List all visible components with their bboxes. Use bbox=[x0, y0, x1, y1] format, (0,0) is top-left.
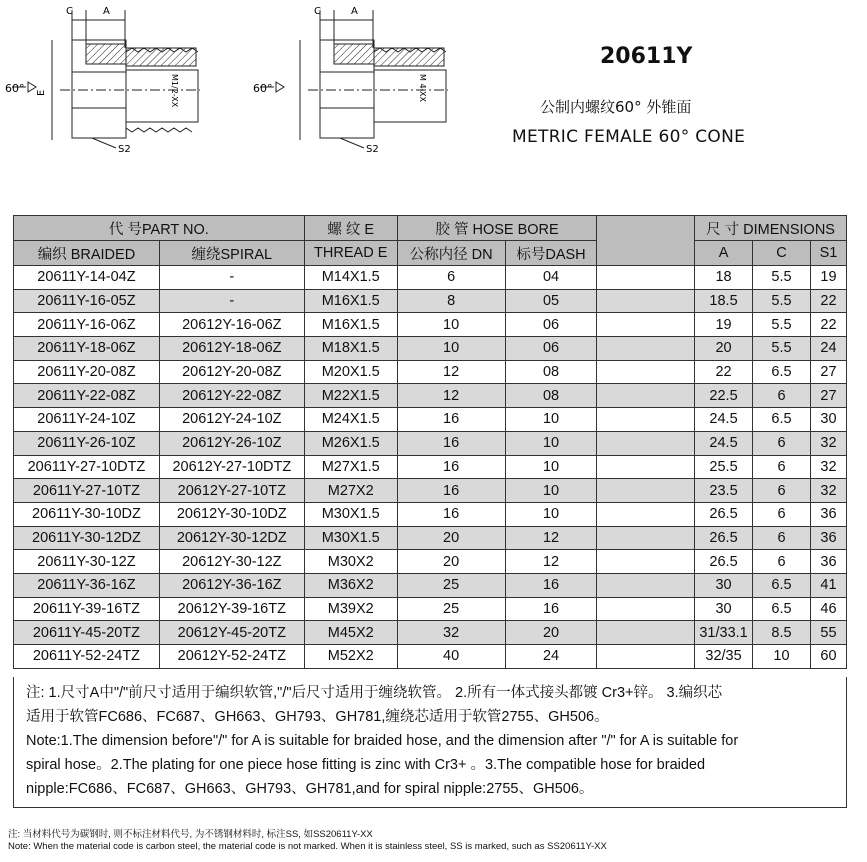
thread-cell: M27X1.5 bbox=[304, 455, 397, 479]
dn-cell: 32 bbox=[397, 621, 505, 645]
blank-cell bbox=[597, 455, 695, 479]
c-cell: 6 bbox=[753, 550, 811, 574]
blank-cell bbox=[597, 550, 695, 574]
c-cell: 6 bbox=[753, 455, 811, 479]
a-cell: 24.5 bbox=[695, 408, 753, 432]
footer-note-en: Note: When the material code is carbon steel, the material code is not marked. When it is stainless steel, SS is marked, such as SS20611Y-XX bbox=[8, 841, 607, 852]
blank-cell bbox=[597, 502, 695, 526]
spiral-cell: 20612Y-39-16TZ bbox=[159, 597, 304, 621]
c-cell: 6 bbox=[753, 502, 811, 526]
s2-label-right: S2 bbox=[366, 144, 379, 155]
a-cell: 18 bbox=[695, 266, 753, 290]
dash-cell: 10 bbox=[505, 455, 597, 479]
dn-cell: 6 bbox=[397, 266, 505, 290]
c-cell: 6 bbox=[753, 479, 811, 503]
c-label: C bbox=[66, 6, 73, 17]
s1-cell: 32 bbox=[810, 479, 846, 503]
dn-cell: 20 bbox=[397, 526, 505, 550]
product-code: 20611Y bbox=[600, 44, 693, 69]
dash-cell: 16 bbox=[505, 573, 597, 597]
thread-cell: M30X1.5 bbox=[304, 526, 397, 550]
table-row bbox=[14, 408, 847, 432]
a-cell: 26.5 bbox=[695, 550, 753, 574]
blank-cell bbox=[597, 621, 695, 645]
braided-cell: 20611Y-20-08Z bbox=[14, 360, 160, 384]
c-cell: 6.5 bbox=[753, 573, 811, 597]
dn-cell: 25 bbox=[397, 573, 505, 597]
thread-cell: M52X2 bbox=[304, 645, 397, 669]
a-cell: 30 bbox=[695, 573, 753, 597]
blank-cell bbox=[597, 479, 695, 503]
s1-cell: 19 bbox=[810, 266, 846, 290]
angle-label-right: 60° bbox=[253, 82, 273, 95]
braided-cell: 20611Y-14-04Z bbox=[14, 266, 160, 290]
s1-cell: 46 bbox=[810, 597, 846, 621]
spiral-cell: 20612Y-52-24TZ bbox=[159, 645, 304, 669]
dn-cell: 10 bbox=[397, 313, 505, 337]
dimensions-header: 尺 寸 DIMENSIONS bbox=[695, 216, 847, 241]
c-cell: 8.5 bbox=[753, 621, 811, 645]
c-cell: 6.5 bbox=[753, 360, 811, 384]
table-row bbox=[14, 502, 847, 526]
thread-cell: M36X2 bbox=[304, 573, 397, 597]
braided-cell: 20611Y-30-12Z bbox=[14, 550, 160, 574]
s1-cell: 41 bbox=[810, 573, 846, 597]
table-row bbox=[14, 526, 847, 550]
spec-table bbox=[13, 215, 847, 669]
spiral-cell: 20612Y-24-10Z bbox=[159, 408, 304, 432]
thread-right-label: M 4-XX bbox=[418, 74, 427, 102]
table-row bbox=[14, 455, 847, 479]
dn-cell: 12 bbox=[397, 384, 505, 408]
table-row bbox=[14, 597, 847, 621]
table-row bbox=[14, 479, 847, 503]
dash-cell: 05 bbox=[505, 289, 597, 313]
c-cell: 5.5 bbox=[753, 266, 811, 290]
braided-cell: 20611Y-36-16Z bbox=[14, 573, 160, 597]
a-cell: 23.5 bbox=[695, 479, 753, 503]
braided-header: 编织 BRAIDED bbox=[14, 241, 160, 266]
blank-cell bbox=[597, 384, 695, 408]
dash-header: 标号DASH bbox=[505, 241, 597, 266]
a-cell: 26.5 bbox=[695, 526, 753, 550]
thread-cell: M22X1.5 bbox=[304, 384, 397, 408]
hose-bore-header: 胶 管 HOSE BORE bbox=[397, 216, 597, 241]
spiral-cell: 20612Y-22-08Z bbox=[159, 384, 304, 408]
braided-cell: 20611Y-16-06Z bbox=[14, 313, 160, 337]
thread-cell: M16X1.5 bbox=[304, 313, 397, 337]
spiral-header: 缠绕SPIRAL bbox=[159, 241, 304, 266]
dash-cell: 10 bbox=[505, 408, 597, 432]
spiral-cell: 20612Y-30-10DZ bbox=[159, 502, 304, 526]
blank-cell bbox=[597, 526, 695, 550]
dash-cell: 24 bbox=[505, 645, 597, 669]
thread-cell: M18X1.5 bbox=[304, 337, 397, 361]
c-cell: 10 bbox=[753, 645, 811, 669]
blank-header bbox=[597, 216, 695, 266]
braided-cell: 20611Y-24-10Z bbox=[14, 408, 160, 432]
thread-left-label: M1/2-XX bbox=[170, 74, 179, 108]
thread-cell: M27X2 bbox=[304, 479, 397, 503]
table-row bbox=[14, 337, 847, 361]
angle-label: 60° bbox=[5, 82, 25, 95]
s1-cell: 36 bbox=[810, 550, 846, 574]
a-cell: 26.5 bbox=[695, 502, 753, 526]
a-cell: 22.5 bbox=[695, 384, 753, 408]
table-row bbox=[14, 384, 847, 408]
dn-cell: 16 bbox=[397, 455, 505, 479]
table-row bbox=[14, 573, 847, 597]
product-name-cn: 公制内螺纹60° 外锥面 bbox=[540, 98, 692, 116]
note-en-line2: spiral hose。2.The plating for one piece hose fitting is zinc with Cr3+ 。3.The compatible hose for braided bbox=[26, 757, 706, 773]
c-cell: 5.5 bbox=[753, 337, 811, 361]
dn-cell: 8 bbox=[397, 289, 505, 313]
dash-cell: 08 bbox=[505, 384, 597, 408]
fitting-drawing bbox=[0, 0, 500, 170]
spiral-cell: 20612Y-45-20TZ bbox=[159, 621, 304, 645]
s1-cell: 36 bbox=[810, 526, 846, 550]
a-label: A bbox=[103, 6, 110, 17]
footer-note-cn: 注: 当材料代号为碳钢时, 则不标注材料代号, 为不锈钢材料时, 标注SS, 如SS20611Y-XX bbox=[8, 829, 373, 840]
thread-cell: M30X1.5 bbox=[304, 502, 397, 526]
table-row bbox=[14, 645, 847, 669]
braided-cell: 20611Y-45-20TZ bbox=[14, 621, 160, 645]
dn-cell: 16 bbox=[397, 408, 505, 432]
thread-cell: M45X2 bbox=[304, 621, 397, 645]
a-cell: 32/35 bbox=[695, 645, 753, 669]
table-row bbox=[14, 550, 847, 574]
a-label-right: A bbox=[351, 6, 358, 17]
s1-cell: 22 bbox=[810, 313, 846, 337]
c-cell: 6 bbox=[753, 526, 811, 550]
thread-cell: M30X2 bbox=[304, 550, 397, 574]
dash-cell: 08 bbox=[505, 360, 597, 384]
blank-cell bbox=[597, 408, 695, 432]
a-cell: 24.5 bbox=[695, 431, 753, 455]
s1-cell: 55 bbox=[810, 621, 846, 645]
dn-cell: 12 bbox=[397, 360, 505, 384]
column-header-row bbox=[14, 241, 847, 266]
a-cell: 18.5 bbox=[695, 289, 753, 313]
blank-cell bbox=[597, 266, 695, 290]
dash-cell: 04 bbox=[505, 266, 597, 290]
dn-cell: 10 bbox=[397, 337, 505, 361]
c-cell: 5.5 bbox=[753, 289, 811, 313]
a-header: A bbox=[695, 241, 753, 266]
spiral-cell: - bbox=[159, 289, 304, 313]
dash-cell: 06 bbox=[505, 337, 597, 361]
table-row bbox=[14, 431, 847, 455]
spiral-cell: 20612Y-30-12DZ bbox=[159, 526, 304, 550]
braided-cell: 20611Y-30-12DZ bbox=[14, 526, 160, 550]
blank-cell bbox=[597, 360, 695, 384]
e-label: E bbox=[36, 89, 47, 96]
a-cell: 31/33.1 bbox=[695, 621, 753, 645]
dn-cell: 25 bbox=[397, 597, 505, 621]
blank-cell bbox=[597, 645, 695, 669]
s1-cell: 60 bbox=[810, 645, 846, 669]
spiral-cell: - bbox=[159, 266, 304, 290]
part-no-header: 代 号PART NO. bbox=[14, 216, 305, 241]
c-label-right: C bbox=[314, 6, 321, 17]
c-cell: 6.5 bbox=[753, 408, 811, 432]
a-cell: 25.5 bbox=[695, 455, 753, 479]
c-header: C bbox=[753, 241, 811, 266]
note-cn-line2: 适用于软管FC686、FC687、GH663、GH793、GH781,缠绕芯适用于软管2755、GH506。 bbox=[26, 709, 609, 725]
table-row bbox=[14, 621, 847, 645]
dn-cell: 16 bbox=[397, 502, 505, 526]
spiral-cell: 20612Y-27-10TZ bbox=[159, 479, 304, 503]
c-cell: 6 bbox=[753, 431, 811, 455]
braided-cell: 20611Y-22-08Z bbox=[14, 384, 160, 408]
notes-block bbox=[13, 677, 847, 808]
s1-cell: 36 bbox=[810, 502, 846, 526]
thread-cell: M14X1.5 bbox=[304, 266, 397, 290]
a-cell: 22 bbox=[695, 360, 753, 384]
s1-header: S1 bbox=[810, 241, 846, 266]
thread-cell: M26X1.5 bbox=[304, 431, 397, 455]
blank-cell bbox=[597, 597, 695, 621]
s1-cell: 27 bbox=[810, 384, 846, 408]
dash-cell: 16 bbox=[505, 597, 597, 621]
s1-cell: 24 bbox=[810, 337, 846, 361]
dn-cell: 20 bbox=[397, 550, 505, 574]
c-cell: 6.5 bbox=[753, 597, 811, 621]
note-en-line3: nipple:FC686、FC687、GH663、GH793、GH781,and for spiral nipple:2755、GH506。 bbox=[26, 781, 594, 797]
s1-cell: 30 bbox=[810, 408, 846, 432]
product-name-en: METRIC FEMALE 60° CONE bbox=[512, 127, 746, 147]
dash-cell: 12 bbox=[505, 526, 597, 550]
spiral-cell: 20612Y-18-06Z bbox=[159, 337, 304, 361]
braided-cell: 20611Y-30-10DZ bbox=[14, 502, 160, 526]
spiral-cell: 20612Y-26-10Z bbox=[159, 431, 304, 455]
a-cell: 19 bbox=[695, 313, 753, 337]
s1-cell: 32 bbox=[810, 455, 846, 479]
group-header-row bbox=[14, 216, 847, 241]
braided-cell: 20611Y-27-10TZ bbox=[14, 479, 160, 503]
c-cell: 5.5 bbox=[753, 313, 811, 337]
thread-cell: M24X1.5 bbox=[304, 408, 397, 432]
dn-cell: 16 bbox=[397, 479, 505, 503]
blank-cell bbox=[597, 573, 695, 597]
spiral-cell: 20612Y-16-06Z bbox=[159, 313, 304, 337]
braided-cell: 20611Y-26-10Z bbox=[14, 431, 160, 455]
a-cell: 20 bbox=[695, 337, 753, 361]
note-en-line1: Note:1.The dimension before"/" for A is suitable for braided hose, and the dimension after "/" for A is suitable for bbox=[26, 733, 739, 749]
spiral-cell: 20612Y-30-12Z bbox=[159, 550, 304, 574]
dn-cell: 16 bbox=[397, 431, 505, 455]
blank-cell bbox=[597, 337, 695, 361]
dash-cell: 12 bbox=[505, 550, 597, 574]
blank-cell bbox=[597, 313, 695, 337]
dash-cell: 06 bbox=[505, 313, 597, 337]
spiral-cell: 20612Y-27-10DTZ bbox=[159, 455, 304, 479]
s1-cell: 22 bbox=[810, 289, 846, 313]
dash-cell: 10 bbox=[505, 479, 597, 503]
blank-cell bbox=[597, 431, 695, 455]
dash-cell: 10 bbox=[505, 431, 597, 455]
braided-cell: 20611Y-16-05Z bbox=[14, 289, 160, 313]
braided-cell: 20611Y-27-10DTZ bbox=[14, 455, 160, 479]
spiral-cell: 20612Y-20-08Z bbox=[159, 360, 304, 384]
dash-cell: 10 bbox=[505, 502, 597, 526]
c-cell: 6 bbox=[753, 384, 811, 408]
s2-label: S2 bbox=[118, 144, 131, 155]
thread-cell: M39X2 bbox=[304, 597, 397, 621]
note-cn-line1: 注: 1.尺寸A中"/"前尺寸适用于编织软管,"/"后尺寸适用于缠绕软管。 2.所有一体式接头都镀 Cr3+锌。 3.编织芯 bbox=[26, 685, 723, 701]
braided-cell: 20611Y-18-06Z bbox=[14, 337, 160, 361]
dn-header: 公称内径 DN bbox=[397, 241, 505, 266]
dn-cell: 40 bbox=[397, 645, 505, 669]
s1-cell: 32 bbox=[810, 431, 846, 455]
thread-header: THREAD E bbox=[304, 241, 397, 266]
thread-cell: M20X1.5 bbox=[304, 360, 397, 384]
thread-cell: M16X1.5 bbox=[304, 289, 397, 313]
braided-cell: 20611Y-52-24TZ bbox=[14, 645, 160, 669]
braided-cell: 20611Y-39-16TZ bbox=[14, 597, 160, 621]
thread-cn-header: 螺 纹 E bbox=[304, 216, 397, 241]
dash-cell: 20 bbox=[505, 621, 597, 645]
a-cell: 30 bbox=[695, 597, 753, 621]
s1-cell: 27 bbox=[810, 360, 846, 384]
table-row bbox=[14, 360, 847, 384]
blank-cell bbox=[597, 289, 695, 313]
table-row bbox=[14, 289, 847, 313]
table-row bbox=[14, 313, 847, 337]
table-row bbox=[14, 266, 847, 290]
spiral-cell: 20612Y-36-16Z bbox=[159, 573, 304, 597]
